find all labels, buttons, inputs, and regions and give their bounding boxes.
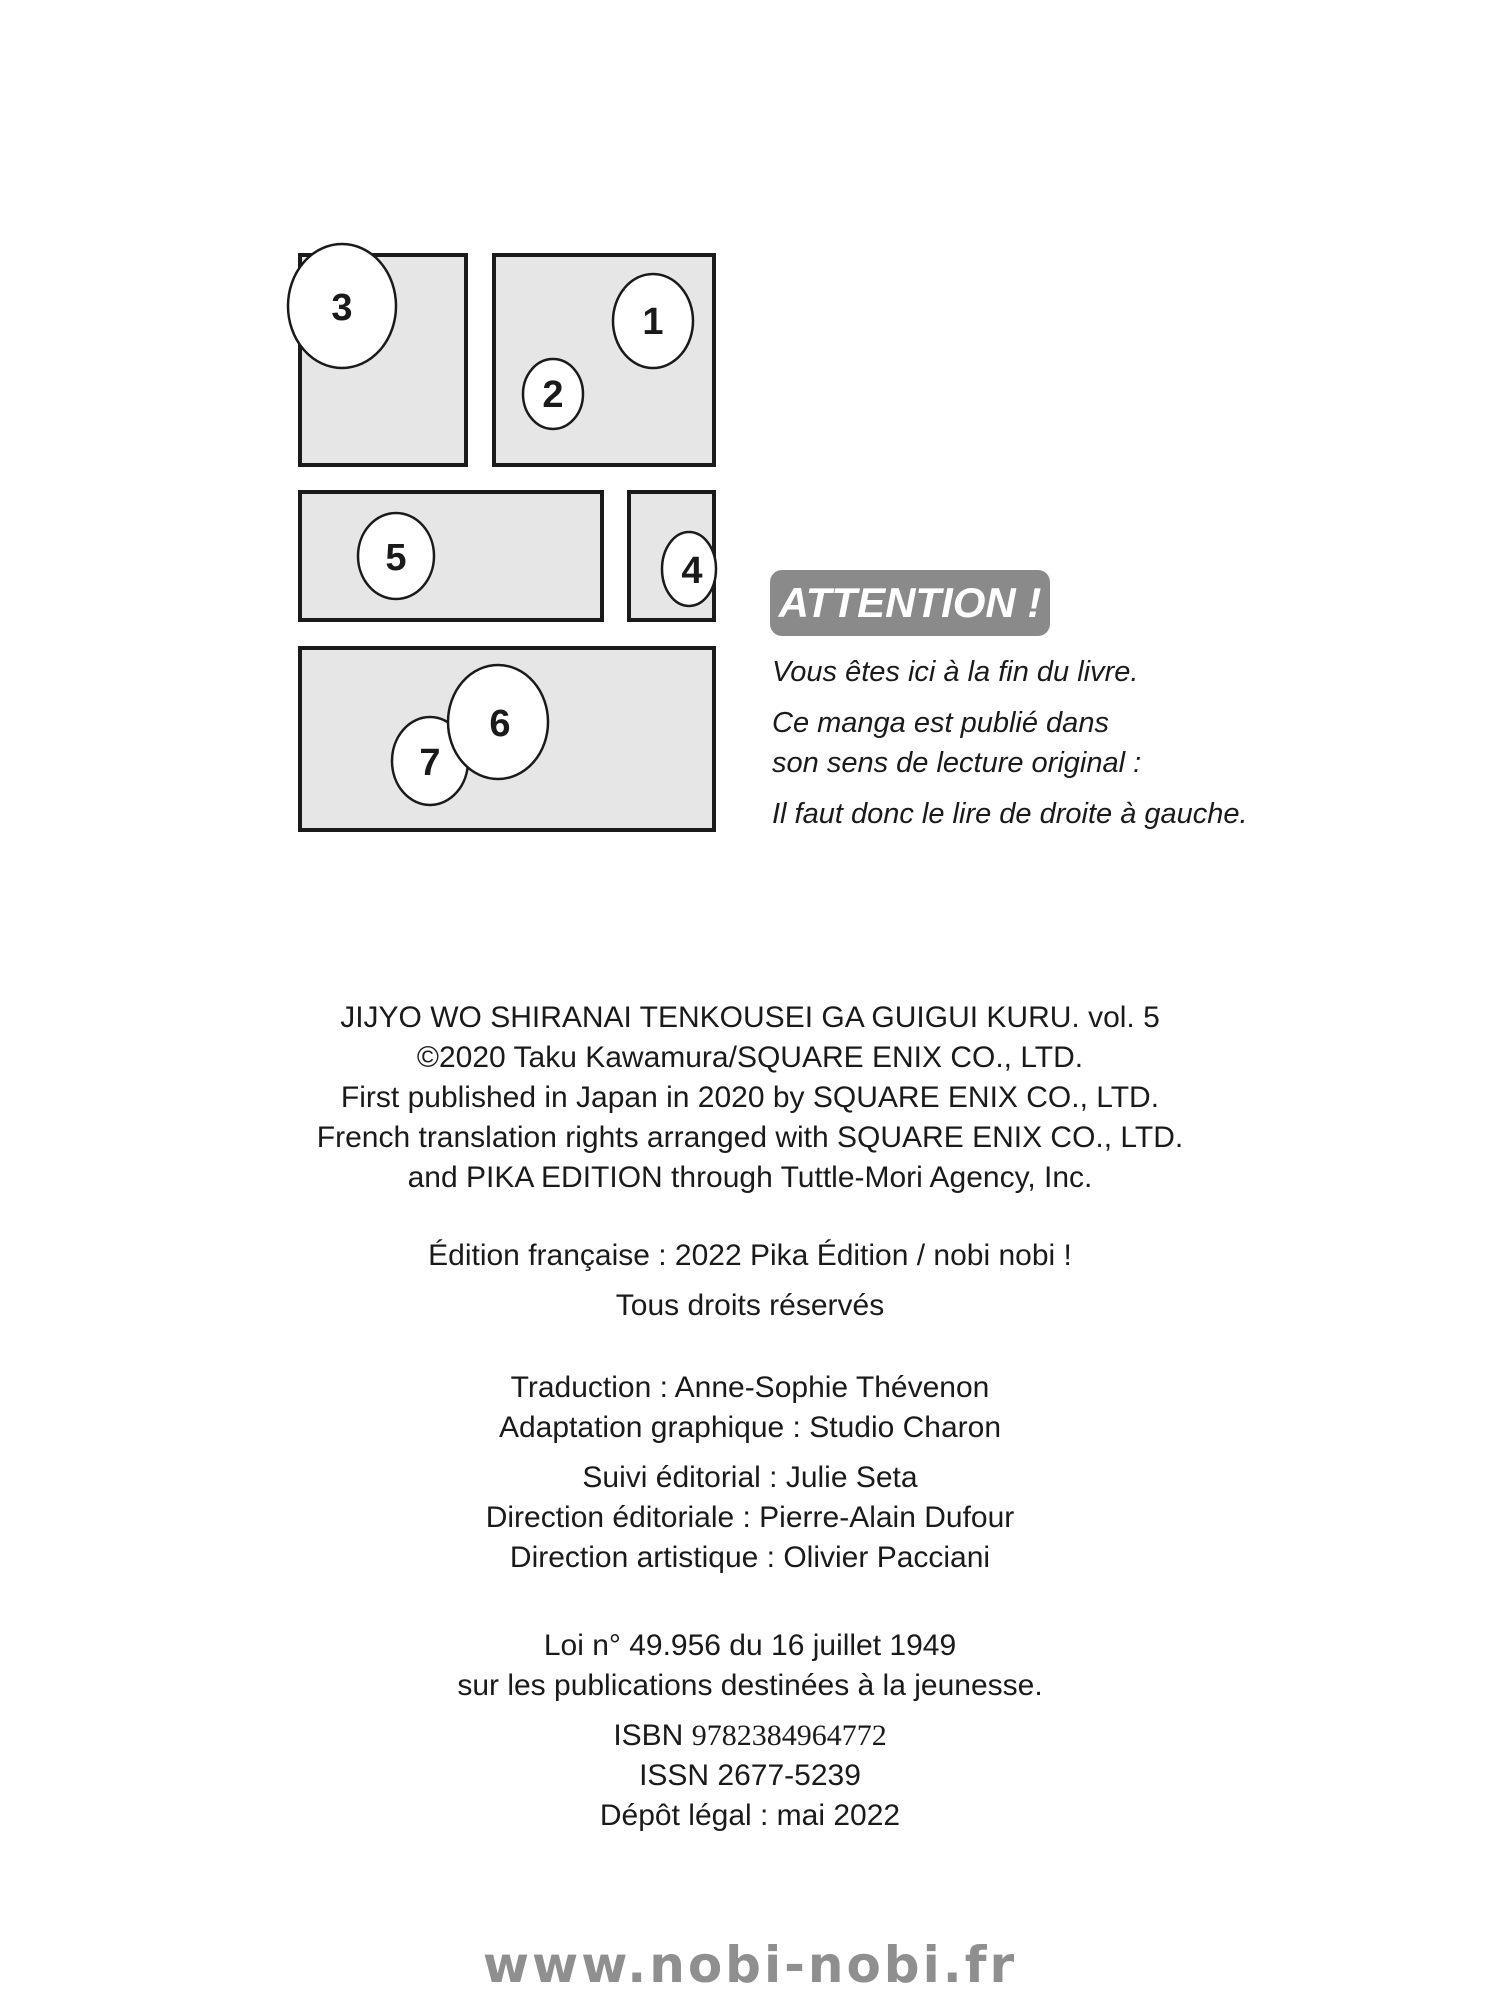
panel-middle-left <box>300 492 602 620</box>
attention-message <box>772 652 1432 834</box>
staff-adaptation: Adaptation graphique : Studio Charon <box>498 1411 1002 1444</box>
issn-line: ISSN 2677-5239 <box>639 1759 861 1792</box>
copyright-line-2: ©2020 Taku Kawamura/SQUARE ENIX CO., LTD. <box>416 1041 1084 1074</box>
bubble-5-number: 5 <box>385 537 407 579</box>
attention-line-3: son sens de lecture original : <box>772 747 1142 779</box>
legal-loi-line-2: sur les publications destinées à la jeunesse. <box>457 1669 1043 1702</box>
legal-block <box>250 1626 1250 1836</box>
bubble-4-number: 4 <box>681 550 703 592</box>
attention-line-2: Ce manga est publié dans <box>772 707 1109 739</box>
legal-loi-line-1: Loi n° 49.956 du 16 juillet 1949 <box>543 1629 957 1662</box>
copyright-line-3: First published in Japan in 2020 by SQUARE ENIX CO., LTD. <box>340 1081 1160 1114</box>
isbn-label: ISBN <box>613 1719 684 1752</box>
rights-line: Tous droits réservés <box>615 1289 885 1322</box>
attention-badge: ATTENTION ! <box>770 570 1050 636</box>
staff-traduction: Traduction : Anne-Sophie Thévenon <box>510 1371 990 1404</box>
staff-direction-artistique: Direction artistique : Olivier Pacciani <box>509 1541 991 1574</box>
attention-line-4: Il faut donc le lire de droite à gauche. <box>772 798 1248 830</box>
copyright-block <box>250 998 1250 1198</box>
attention-line-1: Vous êtes ici à la fin du livre. <box>772 656 1139 688</box>
bubble-3-number: 3 <box>331 287 353 329</box>
isbn-value: 9782384964772 <box>691 1719 887 1752</box>
copyright-line-4: French translation rights arranged with SQUARE ENIX CO., LTD. <box>316 1121 1184 1154</box>
staff-direction-editoriale: Direction éditoriale : Pierre-Alain Dufour <box>485 1501 1015 1534</box>
copyright-line-5: and PIKA EDITION through Tuttle-Mori Agency, Inc. <box>407 1161 1093 1194</box>
copyright-line-1: JIJYO WO SHIRANAI TENKOUSEI GA GUIGUI KURU. vol. 5 <box>340 1001 1160 1034</box>
staff-suivi: Suivi éditorial : Julie Seta <box>582 1461 918 1494</box>
bubble-1-number: 1 <box>642 301 664 343</box>
bubble-2-number: 2 <box>542 374 564 416</box>
isbn-line <box>250 1716 1250 1756</box>
edition-line: Édition française : 2022 Pika Édition / nobi nobi ! <box>428 1239 1072 1272</box>
staff-block <box>250 1368 1250 1578</box>
edition-block <box>250 1236 1250 1326</box>
bubble-6-number: 6 <box>489 703 511 745</box>
website-url: www.nobi-nobi.fr <box>482 1936 1018 1994</box>
depot-legal-line: Dépôt légal : mai 2022 <box>599 1799 901 1832</box>
bubble-7-number: 7 <box>419 742 441 784</box>
